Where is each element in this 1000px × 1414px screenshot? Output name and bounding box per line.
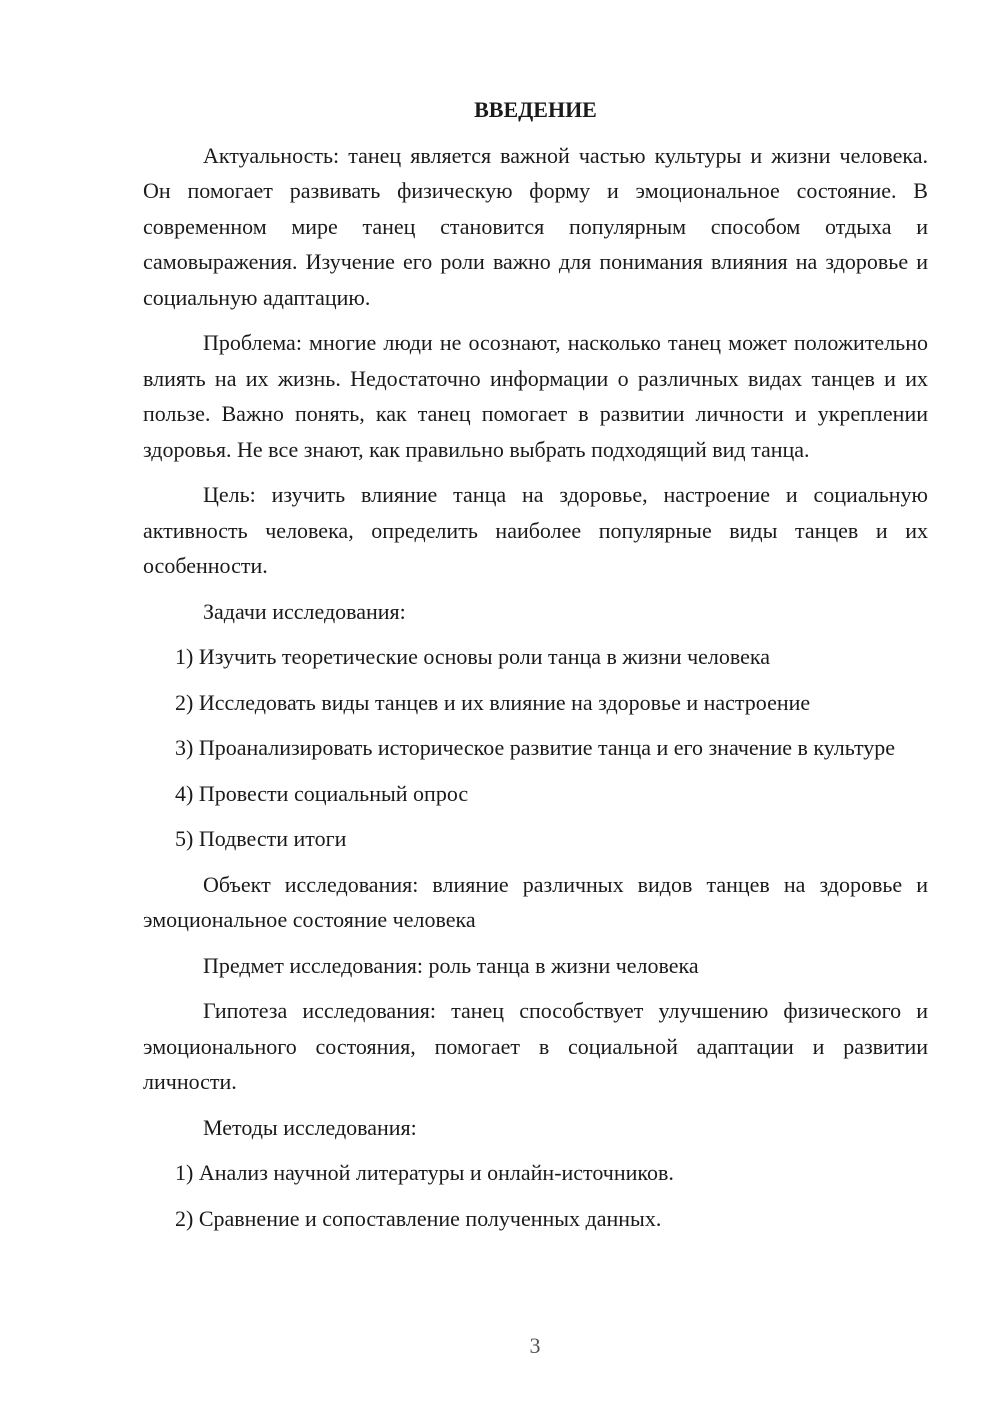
document-page <box>143 92 928 1246</box>
task-item: 5) Подвести итоги <box>175 826 347 851</box>
page-number: 3 <box>529 1333 541 1358</box>
paragraph-object: Объект исследования: влияние различных видов танцев на здоровье и эмоциональное состояние человека <box>143 871 928 932</box>
paragraph-goal: Цель: изучить влияние танца на здоровье, настроение и социальную активность человека, определить наиболее популярные виды танцев и их особенности. <box>143 482 928 578</box>
task-item: 2) Исследовать виды танцев и их влияние на здоровье и настроение <box>175 689 811 715</box>
method-item: 2) Сравнение и сопоставление полученных данных. <box>175 1205 662 1231</box>
paragraph-problem: Проблема: многие люди не осознают, насколько танец может положительно влиять на их жизнь. Недостаточно информации о различных видах танцев и их пользе. Важно понять, как танец помогает в развитии личности и укреплении здоровья. Не все знают, как правильно выбрать подходящий вид танца. <box>143 330 928 462</box>
task-item: 4) Провести социальный опрос <box>175 780 469 806</box>
paragraph-hypothesis: Гипотеза исследования: танец способствует улучшению физического и эмоционального состояния, помогает в социальной адаптации и развитии личности. <box>143 998 928 1094</box>
paragraph-subject: Предмет исследования: роль танца в жизни человека <box>203 952 699 978</box>
paragraph-relevance: Актуальность: танец является важной частью культуры и жизни человека. Он помогает развивать физическую форму и эмоциональное состояние. В современном мире танец становится популярным способом отдыха и самовыражения. Изучение его роли важно для понимания влияния на здоровье и социальную адаптацию. <box>143 142 928 310</box>
methods-heading: Методы исследования: <box>203 1114 417 1140</box>
tasks-heading: Задачи исследования: <box>203 598 406 624</box>
task-item: 1) Изучить теоретические основы роли танца в жизни человека <box>175 644 771 669</box>
page-title: ВВЕДЕНИЕ <box>474 97 597 122</box>
task-item: 3) Проанализировать историческое развитие танца и его значение в культуре <box>175 735 896 760</box>
method-item: 1) Анализ научной литературы и онлайн-источников. <box>175 1160 674 1185</box>
